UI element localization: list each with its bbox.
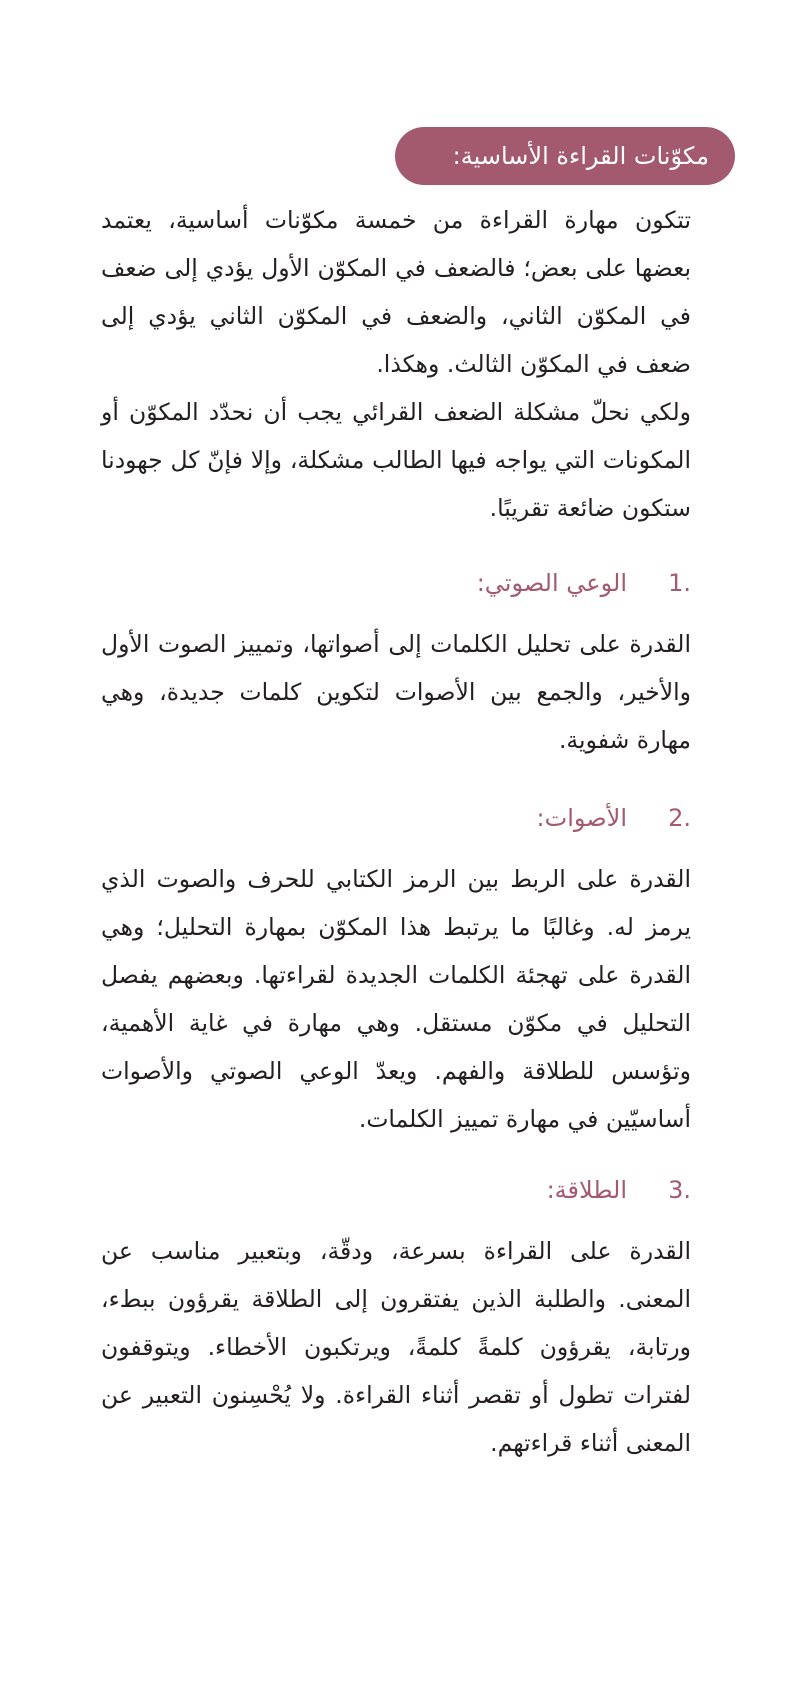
section-heading: مكوّنات القراءة الأساسية: <box>395 127 735 185</box>
component-name: الأصوات: <box>536 804 627 832</box>
component-title-fluency <box>547 1170 691 1210</box>
component-paragraph: القدرة على الربط بين الرمز الكتابي للحرف والصوت الذي يرمز له. وغالبًا ما يرتبط هذا المكوّن بمهارة التحليل؛ وهي القدرة على تهجئة الكلمات الجديدة لقراءتها. وبعضهم يفصل التحليل في مكوّن مستقل. وهي مهارة في غاية الأهمية، وتؤسس للطلاقة والفهم. ويعدّ الوعي الصوتي والأصوات أساسيّين في مهارة تمييز الكلمات. <box>101 865 691 1133</box>
component-body-phonological-awareness <box>101 620 691 764</box>
component-name: الوعي الصوتي: <box>476 569 627 597</box>
component-name: الطلاقة: <box>546 1176 627 1204</box>
component-body-phonics <box>101 855 691 1143</box>
intro-paragraph: ولكي نحلّ مشكلة الضعف القرائي يجب أن نحدّد المكوّن أو المكونات التي يواجه فيها الطالب مشكلة، وإلا فإنّ كل جهودنا ستكون ضائعة تقريبًا. <box>101 398 691 522</box>
intro-paragraph: تتكون مهارة القراءة من خمسة مكوّنات أساسية، يعتمد بعضها على بعض؛ فالضعف في المكوّن الأول يؤدي إلى ضعف في المكوّن الثاني، والضعف في المكوّن الثاني يؤدي إلى ضعف في المكوّن الثالث. وهكذا. <box>101 206 691 378</box>
component-title-phonological-awareness <box>477 563 691 603</box>
component-body-fluency <box>101 1227 691 1467</box>
component-paragraph: القدرة على تحليل الكلمات إلى أصواتها، وتمييز الصوت الأول والأخير، والجمع بين الأصوات لتكوين كلمات جديدة، وهي مهارة شفوية. <box>101 630 691 754</box>
component-paragraph: القدرة على القراءة بسرعة، ودقّة، وبتعبير مناسب عن المعنى. والطلبة الذين يفتقرون إلى الطلاقة يقرؤون ببطء، ورتابة، يقرؤون كلمةً كلمةً، ويرتكبون الأخطاء. ويتوقفون لفترات تطول أو تقصر أثناء القراءة. ولا يُحْسِنون التعبير عن المعنى أثناء قراءتهم. <box>101 1237 691 1457</box>
component-number: 1. <box>668 569 691 597</box>
component-title-phonics <box>537 798 691 838</box>
intro-text <box>101 196 691 532</box>
component-number: 3. <box>668 1176 691 1204</box>
component-number: 2. <box>668 804 691 832</box>
